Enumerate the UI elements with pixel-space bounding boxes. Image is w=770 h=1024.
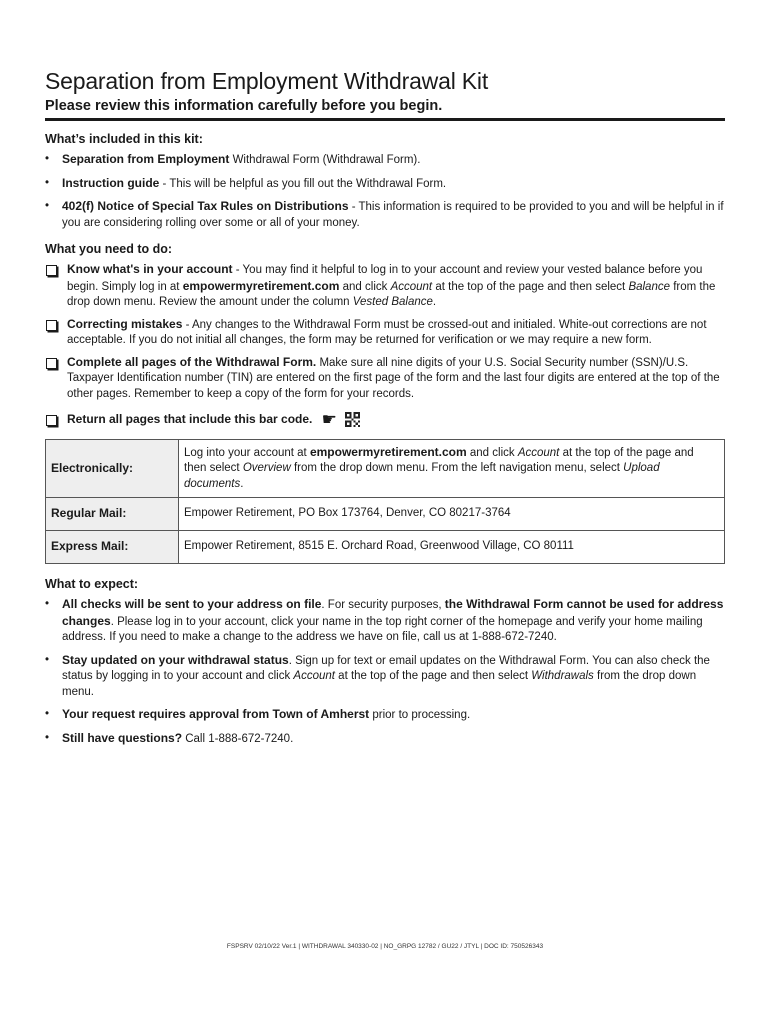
method-value: Empower Retirement, 8515 E. Orchard Road, Greenwood Village, CO 80111 [179, 531, 725, 564]
list-item: • Stay updated on your withdrawal status. Sign up for text or email updates on the Withdrawal Form. You can also check the status by logging in to your account and click Account at the top of the page and then select Withdrawals from the drop down menu. [45, 653, 725, 701]
page-title: Separation from Employment Withdrawal Kit [45, 68, 489, 94]
list-item: • Separation from Employment Withdrawal Form (Withdrawal Form). [45, 152, 725, 169]
checklist-item-account: Know what's in your account - You may find it helpful to log in to your account and review your vested balance before you begin. Simply log in at empowermyretirement.com and click Account at the top of the page and then select Balance from the drop down menu. Review the amount under the column Vested Balance. [45, 262, 725, 311]
included-heading: What’s included in this kit: [45, 132, 203, 146]
document-footer: FSPSRV 02/10/22 Ver.1 | WITHDRAWAL 340330-02 | NO_GRPG 12782 / GU22 / JTYL | DOC ID: 750526343 [226, 943, 544, 950]
checklist [45, 262, 725, 429]
website-link[interactable]: empowermyretirement.com [182, 278, 340, 293]
expect-list [45, 597, 725, 747]
method-label: Express Mail: [46, 531, 179, 564]
expect-heading: What to expect: [45, 577, 139, 591]
barcode-indicator [321, 409, 360, 429]
checklist-item-complete-pages: Complete all pages of the Withdrawal Form. Make sure all nine digits of your U.S. Social Security number (SSN)/U.S. Taxpayer Identification number (TIN) are entered on the first page of the form and the last four digits are entered at the top of the other pages. Remember to keep a copy of the form for your records. [45, 355, 725, 403]
website-link[interactable]: empowermyretirement.com [309, 444, 467, 459]
pointing-hand-icon: ☛ [321, 409, 337, 429]
list-item: • Instruction guide - This will be helpful as you fill out the Withdrawal Form. [45, 176, 725, 193]
checkbox-icon [46, 415, 57, 426]
table-row [46, 498, 725, 531]
need-heading: What you need to do: [45, 242, 173, 256]
title-rule [45, 118, 725, 121]
list-item: • Still have questions? Call 1-888-672-7240. [45, 731, 725, 748]
method-value: Log into your account at empowermyretirement.com and click Account at the top of the page and then select Overview from the drop down menu. From the left navigation menu, select Upload documents. [179, 439, 725, 498]
list-item: • All checks will be sent to your address on file. For security purposes, the Withdrawal Form cannot be used for address changes. Please log in to your account, click your name in the top right corner of the homepage and verify your home mailing address. If you need to make a change to the address we have on file, call us at 1-888-672-7240. [45, 597, 725, 646]
return-methods-table [45, 439, 725, 565]
method-label: Electronically: [46, 439, 179, 498]
checkbox-icon [46, 358, 57, 369]
page-subtitle: Please review this information carefully before you begin. [45, 98, 443, 114]
checkbox-icon [46, 320, 57, 331]
included-list [45, 152, 725, 231]
list-item: • 402(f) Notice of Special Tax Rules on Distributions - This information is required to be provided to you and will be helpful in if you are considering rolling over some or all of your money. [45, 199, 725, 231]
checklist-item-mistakes: Correcting mistakes - Any changes to the Withdrawal Form must be crossed-out and initialed. White-out corrections are not acceptable. If you do not initial all changes, the form may be returned for verification or we may require a new form. [45, 317, 725, 349]
checklist-item-barcode: Return all pages that include this bar code. ☛ [45, 412, 725, 429]
method-value: Empower Retirement, PO Box 173764, Denver, CO 80217-3764 [179, 498, 725, 531]
document-page [45, 66, 725, 754]
method-label: Regular Mail: [46, 498, 179, 531]
table-row [46, 439, 725, 498]
qr-code-icon [345, 412, 360, 427]
checkbox-icon [46, 265, 57, 276]
table-row [46, 531, 725, 564]
list-item: • Your request requires approval from Town of Amherst prior to processing. [45, 707, 725, 724]
